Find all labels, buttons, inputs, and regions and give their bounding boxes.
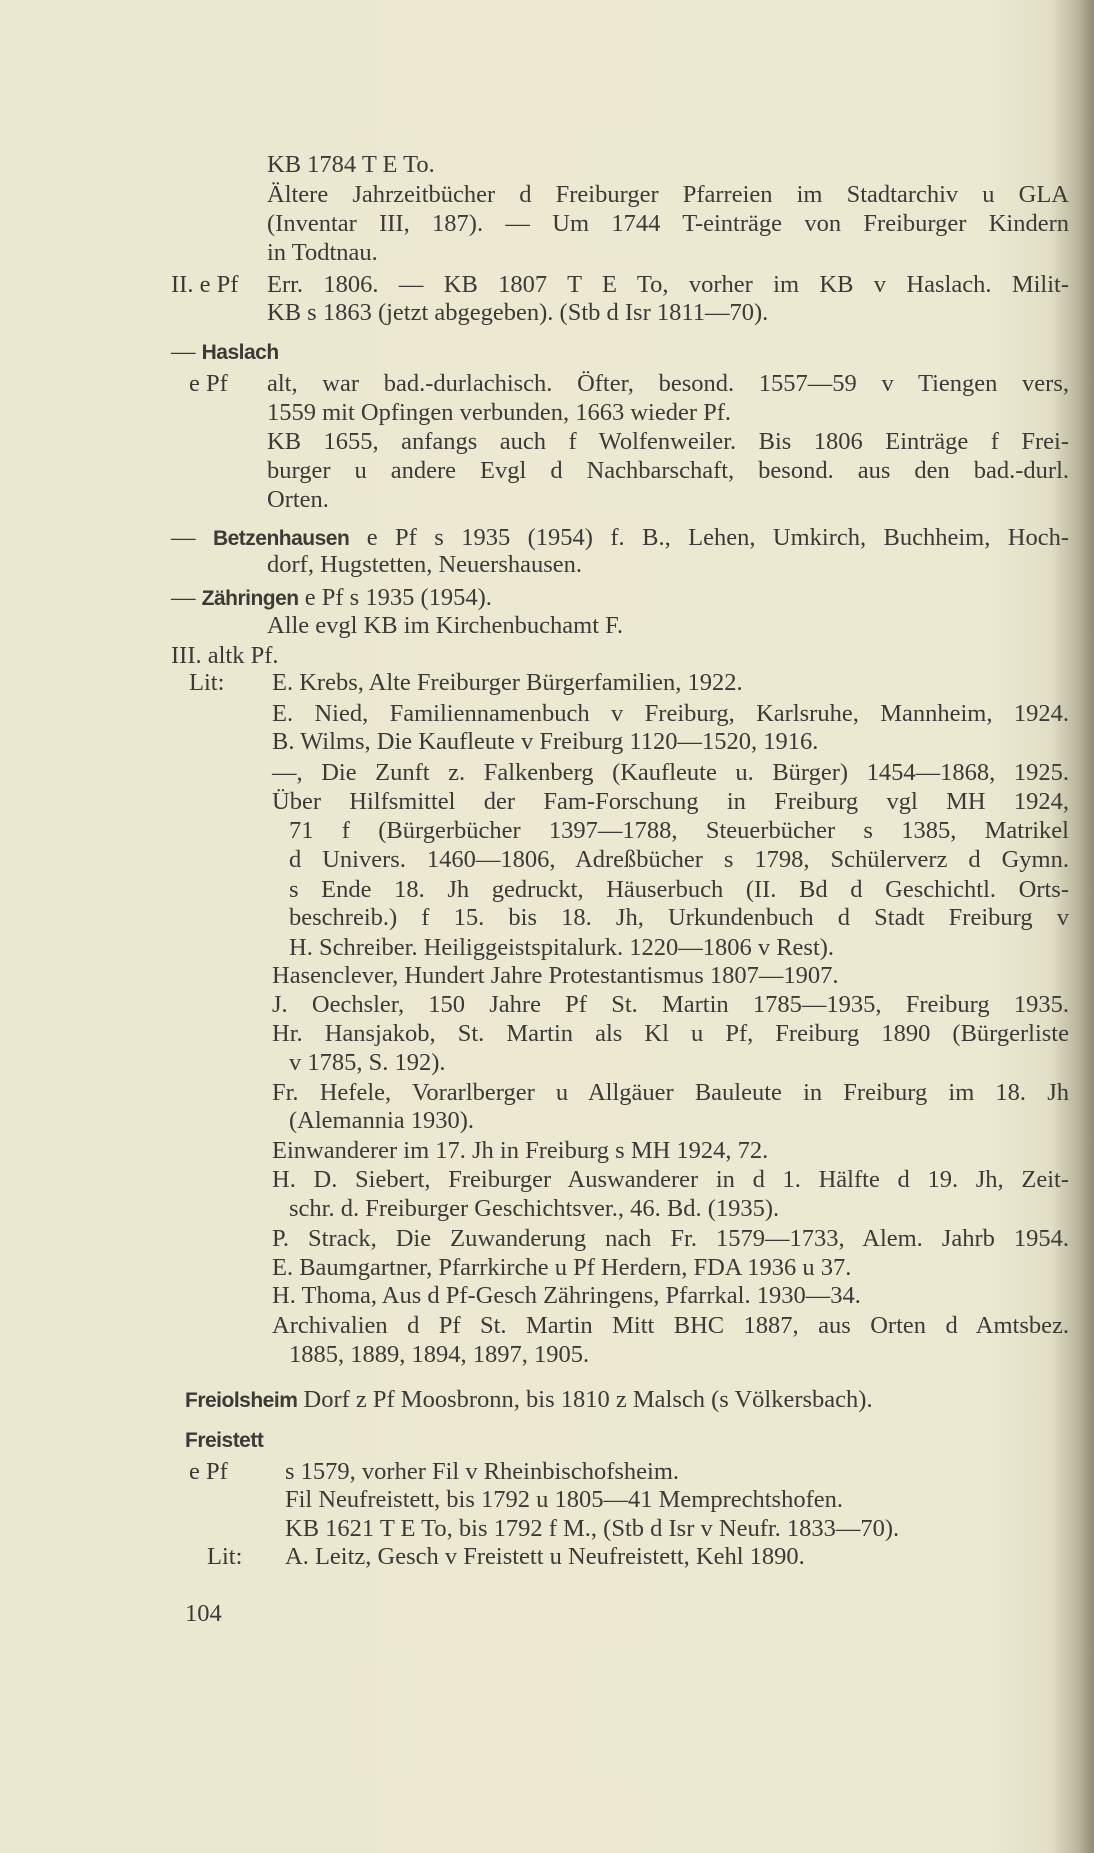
page-number: 104 (185, 1600, 222, 1627)
text-line: A. Leitz, Gesch v Freistett u Neufreistett, Kehl 1890. (285, 1543, 805, 1570)
text-line: Alle evgl KB im Kirchenbuchamt F. (267, 612, 623, 639)
text-span: e Pf s 1935 (1954). (304, 584, 492, 611)
entry-label: III. altk Pf. (171, 642, 279, 669)
text-line: dorf, Hugstetten, Neuershausen. (267, 551, 583, 578)
text-line: B. Wilms, Die Kaufleute v Freiburg 1120—1520, 1916. (272, 728, 819, 755)
text-line: 1885, 1889, 1894, 1897, 1905. (289, 1341, 590, 1368)
text-line: J. Oechsler, 150 Jahre Pf St. Martin 1785—1935, Freiburg 1935. (272, 991, 1069, 1018)
text-line: E. Krebs, Alte Freiburger Bürgerfamilien, 1922. (272, 669, 743, 696)
text-span: Dorf z Pf Moosbronn, bis 1810 z Malsch (s Völkersbach). (303, 1386, 873, 1413)
entry-heading (185, 1385, 873, 1415)
text-line: H. D. Siebert, Freiburger Auswanderer in d 1. Hälfte d 19. Jh, Zeit- (272, 1166, 1069, 1193)
text-line: Ältere Jahrzeitbücher d Freiburger Pfarreien im Stadtarchiv u GLA (267, 181, 1069, 208)
dash: — (171, 584, 196, 611)
lit-label: Lit: (189, 669, 225, 696)
entry-label: e Pf (189, 370, 228, 397)
subentry-heading (171, 523, 1069, 553)
text-line: E. Baumgartner, Pfarrkirche u Pf Herdern, FDA 1936 u 37. (272, 1254, 852, 1281)
place-name: Zähringen (201, 587, 299, 610)
text-line: s Ende 18. Jh gedruckt, Häuserbuch (II. Bd d Geschichtl. Orts- (289, 876, 1069, 903)
place-name: Haslach (201, 341, 279, 364)
text-line: schr. d. Freiburger Geschichtsver., 46. Bd. (1935). (289, 1195, 780, 1222)
subentry-heading (171, 583, 492, 613)
text-line: Einwanderer im 17. Jh in Freiburg s MH 1924, 72. (272, 1137, 769, 1164)
dash: — (171, 338, 196, 365)
entry-label: e Pf (189, 1458, 228, 1485)
text-line: Hasenclever, Hundert Jahre Protestantismus 1807—1907. (272, 962, 839, 989)
text-line: (Alemannia 1930). (289, 1107, 475, 1134)
text-line: beschreib.) f 15. bis 18. Jh, Urkundenbuch d Stadt Freiburg v (289, 904, 1069, 931)
dash: — (171, 524, 196, 551)
text-line: E. Nied, Familiennamenbuch v Freiburg, Karlsruhe, Mannheim, 1924. (272, 700, 1069, 727)
text-line: Orten. (267, 486, 329, 513)
text-line: Archivalien d Pf St. Martin Mitt BHC 1887, aus Orten d Amtsbez. (272, 1312, 1069, 1339)
text-span: e Pf s 1935 (1954) f. B., Lehen, Umkirch, Buchheim, Hoch- (366, 524, 1070, 551)
text-line: P. Strack, Die Zuwanderung nach Fr. 1579—1733, Alem. Jahrb 1954. (272, 1225, 1069, 1252)
text-line: v 1785, S. 192). (289, 1049, 446, 1076)
text-line: Über Hilfsmittel der Fam-Forschung in Freiburg vgl MH 1924, (272, 788, 1069, 815)
text-line: in Todtnau. (267, 239, 378, 266)
entry-heading (185, 1425, 263, 1455)
subentry-heading (171, 337, 279, 367)
text-line: Hr. Hansjakob, St. Martin als Kl u Pf, Freiburg 1890 (Bürgerliste (272, 1020, 1069, 1047)
place-name: Freiolsheim (185, 1389, 298, 1412)
text-line: alt, war bad.-durlachisch. Öfter, besond. 1557—59 v Tiengen vers, (267, 370, 1069, 397)
text-line: KB 1621 T E To, bis 1792 f M., (Stb d Isr v Neufr. 1833—70). (285, 1515, 900, 1542)
text-line: KB 1655, anfangs auch f Wolfenweiler. Bis 1806 Einträge f Frei- (267, 428, 1069, 455)
text-line: Fil Neufreistett, bis 1792 u 1805—41 Memprechtshofen. (285, 1486, 843, 1513)
text-line: s 1579, vorher Fil v Rheinbischofsheim. (285, 1458, 680, 1485)
text-line: 1559 mit Opfingen verbunden, 1663 wieder Pf. (267, 399, 732, 426)
text-line: (Inventar III, 187). — Um 1744 T-einträge von Freiburger Kindern (267, 210, 1069, 237)
entry-label: II. e Pf (171, 271, 239, 298)
text-line: Fr. Hefele, Vorarlberger u Allgäuer Bauleute in Freiburg im 18. Jh (272, 1079, 1069, 1106)
text-line: H. Schreiber. Heiliggeistspitalurk. 1220—1806 v Rest). (289, 934, 835, 961)
text-line: 71 f (Bürgerbücher 1397—1788, Steuerbücher s 1385, Matrikel (289, 817, 1069, 844)
text-line: —, Die Zunft z. Falkenberg (Kaufleute u. Bürger) 1454—1868, 1925. (272, 759, 1069, 786)
lit-label: Lit: (207, 1543, 243, 1570)
text-line: KB 1784 T E To. (267, 151, 435, 178)
text-line: burger u andere Evgl d Nachbarschaft, besond. aus den bad.-durl. (267, 457, 1069, 484)
text-line: KB s 1863 (jetzt abgegeben). (Stb d Isr 1811—70). (267, 299, 769, 326)
text-line: Err. 1806. — KB 1807 T E To, vorher im KB v Haslach. Milit- (267, 271, 1069, 298)
text-line: H. Thoma, Aus d Pf-Gesch Zähringens, Pfarrkal. 1930—34. (272, 1282, 861, 1309)
place-name: Betzenhausen (212, 527, 350, 550)
text-line: d Univers. 1460—1806, Adreßbücher s 1798, Schülerverz d Gymn. (289, 846, 1069, 873)
place-name: Freistett (185, 1429, 264, 1452)
